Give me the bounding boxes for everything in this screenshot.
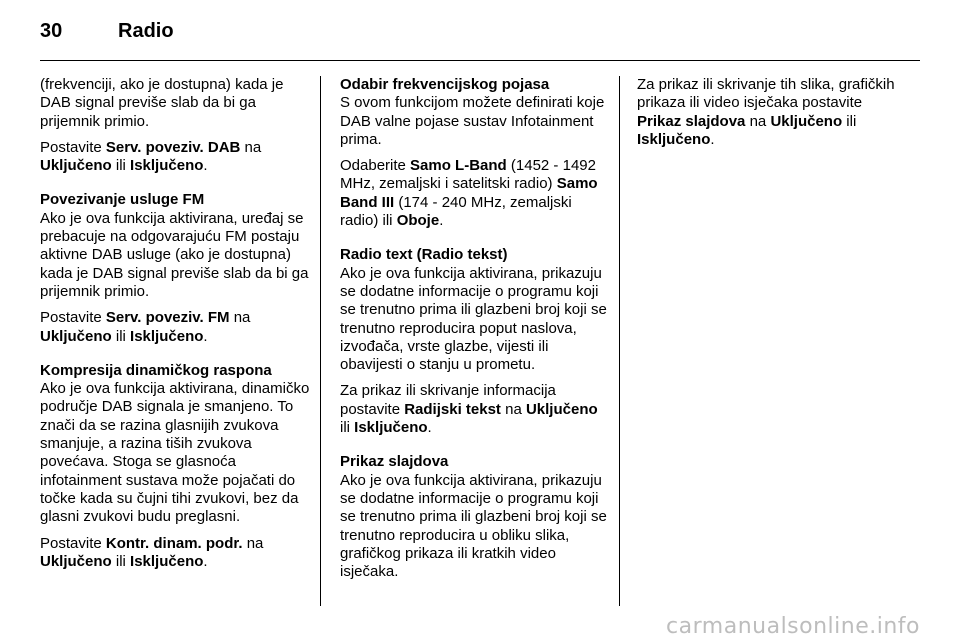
option-off: Isključeno xyxy=(130,327,204,345)
setting-instruction: Postavite Serv. poveziv. FM na Uključeno ili Isključeno. xyxy=(40,309,251,345)
column-2 xyxy=(340,76,610,589)
section-band-selection xyxy=(340,76,610,230)
setting-instruction: Postavite Serv. poveziv. DAB na Uključeno ili Isključeno. xyxy=(40,138,262,175)
option-on: Uključeno xyxy=(40,552,112,570)
header-rule xyxy=(40,60,920,61)
option-on: Uključeno xyxy=(40,157,112,175)
section-slideshow xyxy=(340,453,610,581)
column-1 xyxy=(40,76,310,579)
option-band-iii: Samo Band III xyxy=(340,175,598,211)
section-body: Ako je ova funkcija aktivirana, uređaj se prebacuje na odgovarajuću FM postaju aktivne DAB usluge (ako je dostupna) kada je DAB signal previše slab da bi ga prijemnik primio. xyxy=(40,209,309,300)
section-radio-text xyxy=(340,246,610,437)
option-on: Uključeno xyxy=(770,112,843,130)
section-heading: Odabir frekvencijskog pojasa xyxy=(340,76,550,93)
setting-instruction: Za prikaz ili skrivanje informacija postavite Radijski tekst na Uključeno ili Isključeno. xyxy=(340,382,598,437)
setting-name: Prikaz slajdova xyxy=(637,112,746,130)
column-divider xyxy=(619,76,620,606)
option-l-band: Samo L-Band xyxy=(410,157,507,175)
section-heading: Povezivanje usluge FM xyxy=(40,191,205,209)
section-heading: Radio text (Radio tekst) xyxy=(340,246,508,264)
setting-instruction: Za prikaz ili skrivanje tih slika, grafičkih prikaza ili video isječaka postavite Prikaz slajdova na Uključeno ili Isključeno. xyxy=(637,76,895,148)
intro-text: (frekvenciji, ako je dostupna) kada je DAB signal previše slab da bi ga prijemnik primio. xyxy=(40,76,284,130)
page-header xyxy=(40,20,174,43)
setting-instruction: Postavite Kontr. dinam. podr. na Uključeno ili Isključeno. xyxy=(40,534,264,570)
section-fm-linking xyxy=(40,191,310,345)
watermark: carmanualsonline.info xyxy=(666,614,920,639)
option-on: Uključeno xyxy=(40,327,112,345)
option-off: Isključeno xyxy=(130,552,204,570)
setting-name: Serv. poveziv. DAB xyxy=(105,138,241,156)
column-3 xyxy=(637,76,907,157)
option-off: Isključeno xyxy=(354,419,428,437)
option-both: Oboje xyxy=(396,212,440,230)
section-body: Ako je ova funkcija aktivirana, prikazuju se dodatne informacije o programu koji se trenutno prima ili glazbeni broj koji se trenutno reproducira poput naslova, izvođača, vrste glazbe, vijesti ili obavijesti o stanju u prometu. xyxy=(340,264,607,374)
option-off: Isključeno xyxy=(130,157,204,175)
band-options: Odaberite Samo L-Band (1452 - 1492 MHz, zemaljski i satelitski radio) Samo Band III (174 - 240 MHz, zemaljski radio) ili Oboje. xyxy=(340,157,598,230)
section-compression xyxy=(40,362,310,571)
setting-name: Kontr. dinam. podr. xyxy=(105,534,243,552)
section-heading: Kompresija dinamičkog raspona xyxy=(40,361,272,379)
setting-name: Serv. poveziv. FM xyxy=(105,309,230,327)
section-body: S ovom funkcijom možete definirati koje DAB valne pojase sustav Infotainment prima. xyxy=(340,94,605,148)
section-heading: Prikaz slajdova xyxy=(340,453,449,471)
option-off: Isključeno xyxy=(637,130,711,148)
section-body: Ako je ova funkcija aktivirana, dinamičko područje DAB signala je smanjeno. To znači da se razina glasnijih zvukova smanjuje, a razina tiših zvukova povećava. Stoga se glasnoća infotainment sustava može pojačati do točke kada su čujni tihi zvukovi, bez da glasni zvukovi budu preglasni. xyxy=(40,380,310,526)
page-number: 30 xyxy=(40,20,63,42)
setting-name: Radijski tekst xyxy=(404,400,501,418)
page-title: Radio xyxy=(118,20,174,42)
option-on: Uključeno xyxy=(525,400,598,418)
section-body: Ako je ova funkcija aktivirana, prikazuju se dodatne informacije o programu koji se trenutno prima ili glazbeni broj koji se trenutno reproducira u obliku slika, grafičkog prikaza ili kratkih video isječaka. xyxy=(340,471,607,581)
column-divider xyxy=(320,76,321,606)
